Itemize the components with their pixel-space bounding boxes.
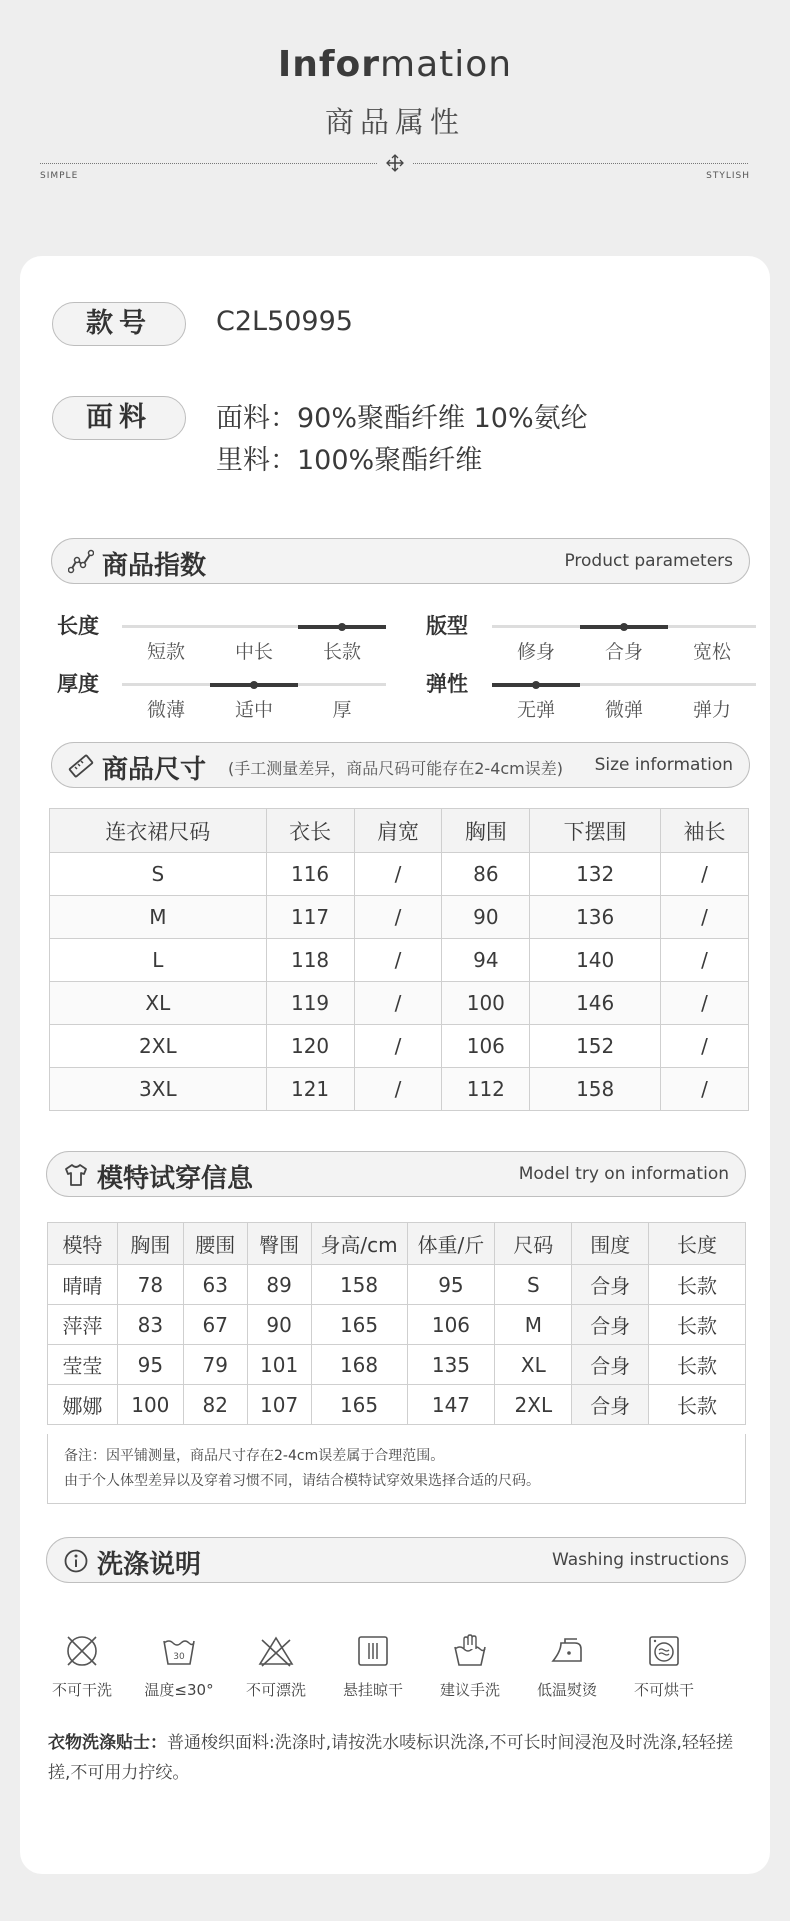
table-cell: 165 [311,1305,407,1345]
table-cell: 158 [311,1265,407,1305]
param-scale-marker [250,681,258,689]
table-cell: XL [495,1345,572,1385]
table-cell: 112 [442,1068,530,1111]
table-header-cell: 袖长 [661,809,749,853]
model-table-row [48,1305,746,1345]
table-cell: 117 [266,896,354,939]
param-option: 适中 [234,699,273,721]
table-cell: 89 [247,1265,311,1305]
page-subtitle: 商品属性 [324,105,465,139]
table-cell: 152 [530,1025,661,1068]
shirt-icon [63,1162,89,1188]
table-cell: 165 [311,1385,407,1425]
washing-en: Washing instructions [551,1550,729,1570]
table-header-cell: 胸围 [442,809,530,853]
table-cell: 107 [247,1385,311,1425]
param-option: 中长 [234,641,273,663]
table-cell: 100 [442,982,530,1025]
washing-title: 洗涤说明 [97,1550,202,1580]
remark-line-1: 备注：因平铺测量，商品尺寸存在2-4cm误差属于合理范围。 [64,1448,445,1464]
param-scale-marker [532,681,540,689]
no-dry-clean-icon [62,1631,102,1671]
param-label: 版型 [426,614,468,638]
table-cell: XL [50,982,267,1025]
table-cell: 146 [530,982,661,1025]
table-cell: 147 [407,1385,495,1425]
table-cell: 合身 [572,1305,649,1345]
model-info-header [46,1151,746,1197]
model-table-row [48,1385,746,1425]
table-cell: 萍萍 [48,1305,118,1345]
param-option: 厚 [332,699,352,721]
washing-tips-text: 普通梭织面料:洗涤时,请按洗水唛标识洗涤,不可长时间浸泡及时洗涤,轻轻搓搓,不可用力拧绞。 [48,1733,733,1783]
table-cell: / [354,1025,442,1068]
wash-item-line-dry: 悬挂晾干 [333,1631,413,1700]
table-cell: 79 [183,1345,247,1385]
param-option: 合身 [604,641,643,663]
low-iron-icon [547,1631,587,1671]
table-header-cell: 腰围 [183,1223,247,1265]
table-cell: 86 [442,853,530,896]
table-cell: / [661,982,749,1025]
table-cell: 106 [442,1025,530,1068]
table-cell: 118 [266,939,354,982]
table-cell: M [495,1305,572,1345]
wash-30-icon [159,1631,199,1671]
table-cell: S [495,1265,572,1305]
wash-item-hand-wash: 建议手洗 [430,1631,510,1700]
table-cell: / [354,896,442,939]
table-cell: L [50,939,267,982]
header-divider-right [413,163,748,164]
table-cell: 100 [117,1385,183,1425]
wash-item-temperature: 30 温度≤30° [139,1631,219,1700]
table-cell: 长款 [649,1385,746,1425]
param-option: 弹力 [692,699,731,721]
size-table-row [50,1068,749,1111]
table-cell: 83 [117,1305,183,1345]
table-cell: / [661,853,749,896]
size-table [49,808,749,1111]
table-cell: 娜娜 [48,1385,118,1425]
size-info-note: (手工测量差异，商品尺码可能存在2-4cm误差) [228,759,564,778]
info-card [20,256,770,1874]
table-header-cell: 臀围 [247,1223,311,1265]
wash-item-low-iron: 低温熨烫 [527,1631,607,1700]
model-remark [47,1434,746,1504]
param-option: 微薄 [146,699,185,721]
table-cell: / [661,1068,749,1111]
table-cell: 2XL [495,1385,572,1425]
no-tumble-dry-icon [644,1631,684,1671]
style-number-value: C2L50995 [216,306,353,337]
table-cell: 晴晴 [48,1265,118,1305]
param-scale-marker [338,623,346,631]
table-header-cell: 尺码 [495,1223,572,1265]
table-cell: 101 [247,1345,311,1385]
model-table-row [48,1345,746,1385]
table-header-cell: 体重/斤 [407,1223,495,1265]
table-cell: 136 [530,896,661,939]
table-cell: M [50,896,267,939]
table-cell: 135 [407,1345,495,1385]
table-cell: 116 [266,853,354,896]
washing-tips [48,1728,748,1788]
page-title: Information [277,44,513,85]
table-cell: 95 [117,1345,183,1385]
table-cell: S [50,853,267,896]
table-header-cell: 连衣裙尺码 [50,809,267,853]
wash-item-no-tumble-dry: 不可烘干 [624,1631,704,1700]
table-cell: 168 [311,1345,407,1385]
param-option: 无弹 [516,699,555,721]
param-scale-marker [620,623,628,631]
table-cell: 140 [530,939,661,982]
product-params-en: Product parameters [564,551,733,571]
size-table-row [50,939,749,982]
param-option: 修身 [516,641,555,663]
table-header-cell: 衣长 [266,809,354,853]
wash-item-no-bleach: 不可漂洗 [236,1631,316,1700]
size-table-row [50,982,749,1025]
size-table-row [50,896,749,939]
table-header-cell: 模特 [48,1223,118,1265]
param-option: 短款 [146,641,185,663]
washing-tips-label: 衣物洗涤贴士： [48,1733,167,1753]
param-option: 微弹 [604,699,643,721]
table-cell: 长款 [649,1305,746,1345]
info-icon [63,1548,89,1574]
table-cell: / [354,853,442,896]
model-info-en: Model try on information [518,1164,729,1184]
no-bleach-icon [256,1631,296,1671]
table-cell: 78 [117,1265,183,1305]
header-tag-stylish: STYLISH [706,171,750,181]
header-tag-simple: SIMPLE [40,171,79,181]
table-cell: 82 [183,1385,247,1425]
size-info-header [51,742,750,788]
table-header-cell: 肩宽 [354,809,442,853]
table-cell: 90 [247,1305,311,1345]
table-cell: 长款 [649,1265,746,1305]
table-header-cell: 围度 [572,1223,649,1265]
wash-item-no-dry-clean: 不可干洗 [42,1631,122,1700]
table-cell: / [354,1068,442,1111]
washing-header [46,1537,746,1583]
table-cell: 合身 [572,1265,649,1305]
ruler-icon [68,753,94,779]
table-cell: 63 [183,1265,247,1305]
table-cell: 119 [266,982,354,1025]
table-cell: 106 [407,1305,495,1345]
table-cell: 120 [266,1025,354,1068]
table-cell: 95 [407,1265,495,1305]
style-number-tag: 款号 [52,302,186,346]
table-cell: 132 [530,853,661,896]
size-info-title: 商品尺寸 [102,755,207,785]
fabric-tag: 面料 [52,396,186,440]
hand-wash-icon [450,1631,490,1671]
param-label: 弹性 [426,672,468,696]
trend-line-icon [68,549,94,575]
table-header-cell: 胸围 [117,1223,183,1265]
header-divider-left [40,163,377,164]
table-cell: 90 [442,896,530,939]
remark-line-2: 由于个人体型差异以及穿着习惯不同，请结合模特试穿效果选择合适的尺码。 [64,1473,540,1489]
param-label: 长度 [57,614,99,638]
table-cell: 3XL [50,1068,267,1111]
table-cell: / [661,939,749,982]
table-cell: 94 [442,939,530,982]
table-header-cell: 长度 [649,1223,746,1265]
table-cell: 合身 [572,1345,649,1385]
table-cell: / [354,939,442,982]
size-table-row [50,853,749,896]
cross-ornament-icon [384,153,406,173]
size-table-row [50,1025,749,1068]
product-params-title: 商品指数 [102,551,207,581]
fabric-main: 面料：90%聚酯纤维 10%氨纶 [216,403,588,434]
model-table-row [48,1265,746,1305]
table-cell: / [354,982,442,1025]
param-option: 长款 [322,641,361,663]
line-dry-icon [353,1631,393,1671]
table-cell: 121 [266,1068,354,1111]
table-cell: 67 [183,1305,247,1345]
fabric-lining: 里料：100%聚酯纤维 [216,445,483,476]
size-info-en: Size information [594,755,733,775]
table-cell: / [661,1025,749,1068]
param-label: 厚度 [57,672,99,696]
table-cell: 长款 [649,1345,746,1385]
table-header-cell: 身高/cm [311,1223,407,1265]
svg-text:30: 30 [173,1652,185,1662]
product-params-header [51,538,750,584]
table-cell: / [661,896,749,939]
param-option: 宽松 [692,641,731,663]
model-info-title: 模特试穿信息 [97,1164,254,1194]
table-cell: 合身 [572,1385,649,1425]
model-table [47,1222,746,1425]
table-header-cell: 下摆围 [530,809,661,853]
table-cell: 莹莹 [48,1345,118,1385]
table-cell: 2XL [50,1025,267,1068]
table-cell: 158 [530,1068,661,1111]
